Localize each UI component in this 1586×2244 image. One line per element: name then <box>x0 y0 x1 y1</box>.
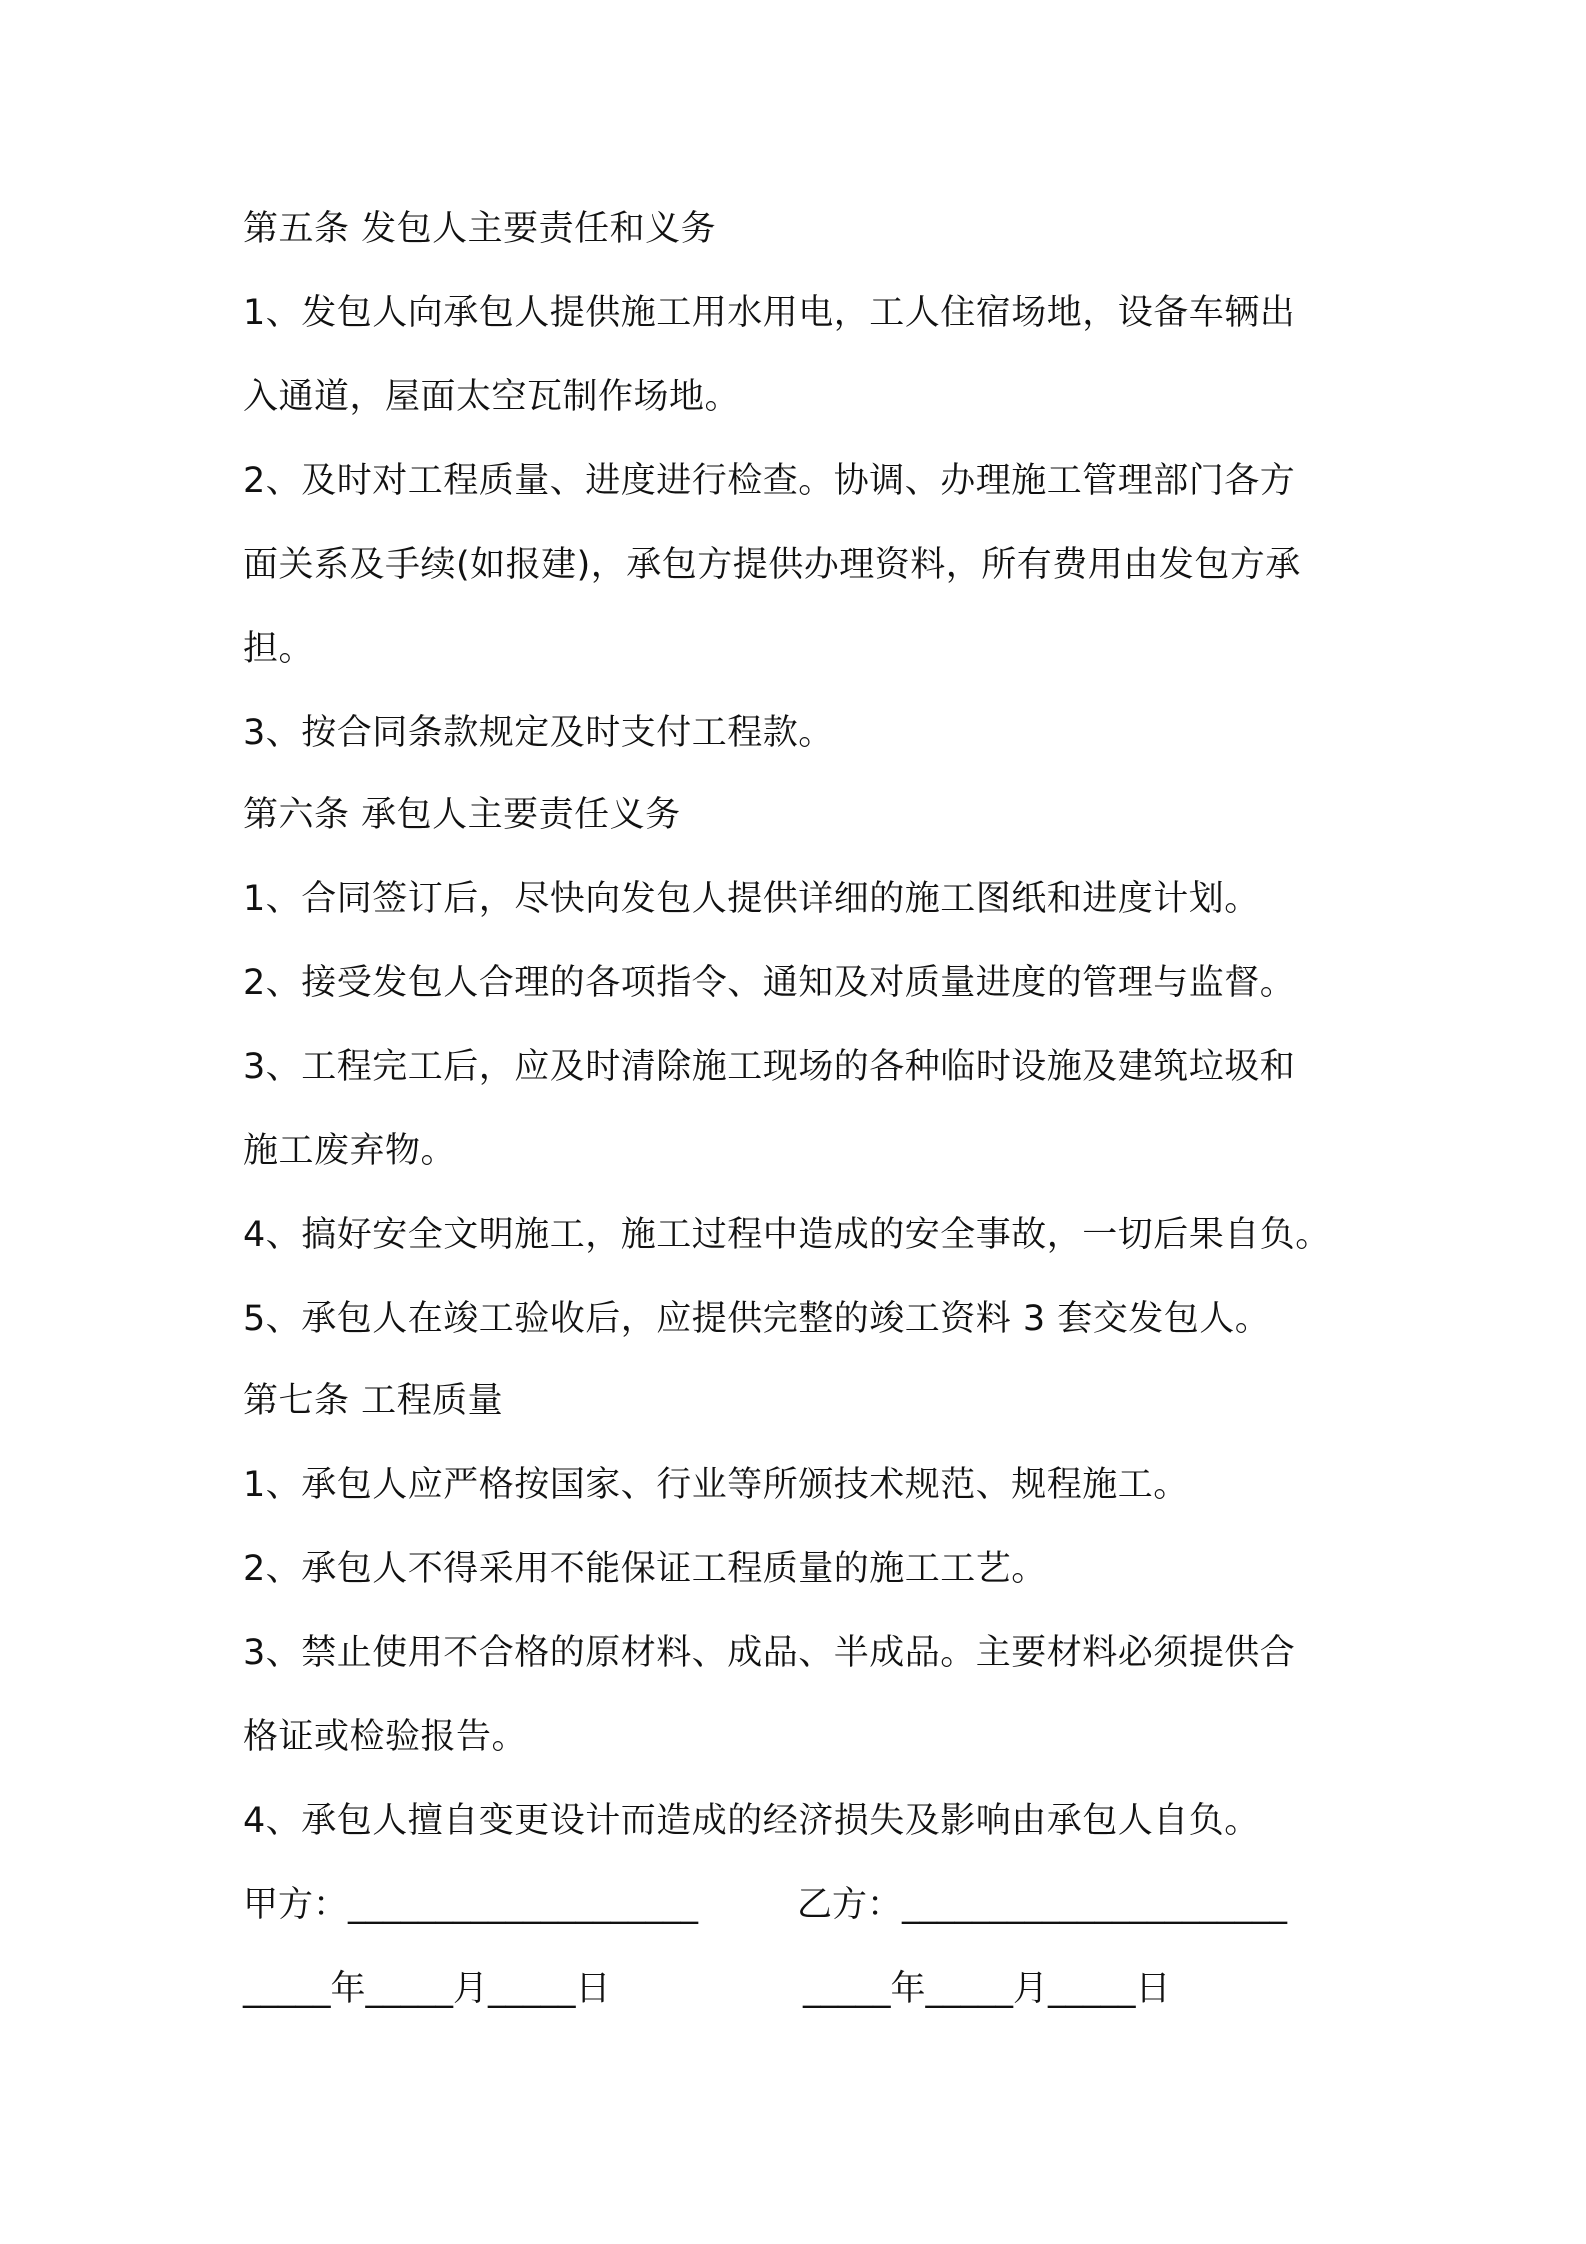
paragraph-line: 格证或检验报告。 <box>243 1717 528 1757</box>
paragraph-line: 面关系及手续(如报建)，承包方提供办理资料，所有费用由发包方承 <box>243 545 1301 585</box>
paragraph-line: 施工废弃物。 <box>243 1131 457 1171</box>
party-b-date-line: _____年_____月_____日 <box>803 1969 1171 2009</box>
article-6-heading: 第六条 承包人主要责任义务 <box>243 795 681 835</box>
party-a-signature-line: 甲方：____________________ <box>243 1885 699 1925</box>
paragraph-line: 3、按合同条款规定及时支付工程款。 <box>243 713 834 753</box>
paragraph-line: 2、接受发包人合理的各项指令、通知及对质量进度的管理与监督。 <box>243 963 1296 1003</box>
party-a-date-line: _____年_____月_____日 <box>243 1969 611 2009</box>
article-7-heading: 第七条 工程质量 <box>243 1381 504 1421</box>
paragraph-line: 担。 <box>243 629 315 669</box>
paragraph-line: 2、及时对工程质量、进度进行检查。协调、办理施工管理部门各方 <box>243 461 1296 501</box>
paragraph-line: 1、承包人应严格按国家、行业等所颁技术规范、规程施工。 <box>243 1465 1189 1505</box>
paragraph-line: 2、承包人不得采用不能保证工程质量的施工工艺。 <box>243 1549 1047 1589</box>
paragraph-line: 1、发包人向承包人提供施工用水用电，工人住宿场地，设备车辆出 <box>243 293 1296 333</box>
article-5-heading: 第五条 发包人主要责任和义务 <box>243 209 717 249</box>
paragraph-line: 3、工程完工后，应及时清除施工现场的各种临时设施及建筑垃圾和 <box>243 1047 1296 1087</box>
paragraph-line: 3、禁止使用不合格的原材料、成品、半成品。主要材料必须提供合 <box>243 1633 1296 1673</box>
paragraph-line: 1、合同签订后，尽快向发包人提供详细的施工图纸和进度计划。 <box>243 879 1260 919</box>
paragraph-line: 入通道，屋面太空瓦制作场地。 <box>243 377 741 417</box>
party-b-signature-line: 乙方：______________________ <box>797 1885 1288 1925</box>
paragraph-line: 4、搞好安全文明施工，施工过程中造成的安全事故，一切后果自负。 <box>243 1215 1331 1255</box>
paragraph-line: 5、承包人在竣工验收后，应提供完整的竣工资料 3 套交发包人。 <box>243 1299 1271 1339</box>
paragraph-line: 4、承包人擅自变更设计而造成的经济损失及影响由承包人自负。 <box>243 1801 1260 1841</box>
